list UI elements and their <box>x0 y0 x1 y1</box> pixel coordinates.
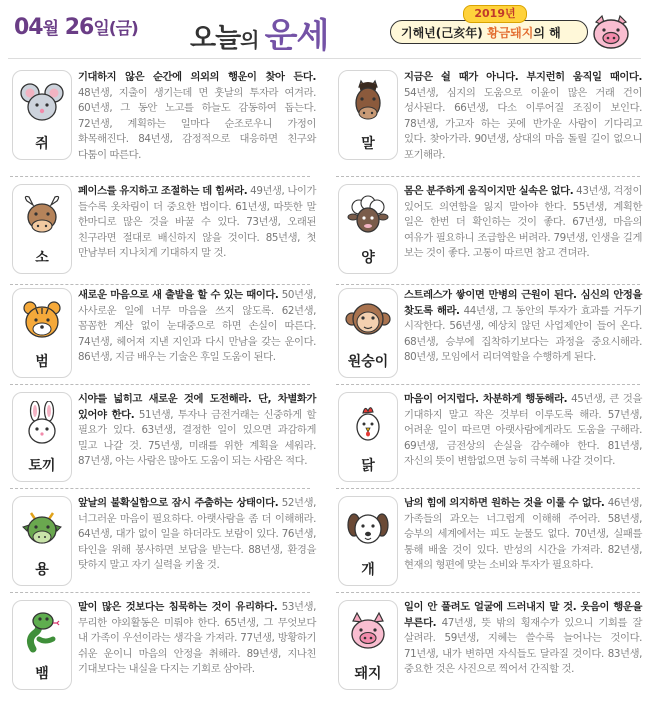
zodiac-name: 토끼 <box>28 458 56 474</box>
zodiac-badge <box>12 184 72 274</box>
sheep-icon <box>345 193 391 239</box>
fortune-text <box>78 600 316 678</box>
fortune-headline: 스트레스가 쌓이면 만병의 근원이 된다. 심신의 안정을 찾도록 해라. <box>404 289 642 317</box>
row-divider <box>336 488 640 489</box>
year-text-a: 기해년(己亥年) <box>401 26 487 40</box>
zodiac-name: 말 <box>361 136 375 152</box>
fortune-headline: 새로운 마음으로 새 출발을 할 수 있는 때이다. <box>78 289 279 301</box>
row-divider <box>10 176 310 177</box>
zodiac-name: 뱀 <box>35 666 49 682</box>
fortune-horse <box>330 64 640 167</box>
zodiac-badge <box>338 600 398 690</box>
dragon-icon <box>19 505 65 551</box>
year-banner <box>390 7 588 44</box>
year-text-highlight: 황금돼지 <box>486 26 534 40</box>
row-divider <box>336 592 640 593</box>
fortune-headline: 지금은 쉴 때가 아니다. 부지런히 움직일 때이다. <box>404 71 642 83</box>
row-divider <box>10 592 310 593</box>
row-divider <box>10 384 310 385</box>
fortune-rabbit <box>4 386 314 489</box>
monkey-icon <box>345 297 391 343</box>
header-pig-icon <box>590 14 632 50</box>
year-text-b: 의 해 <box>533 26 561 40</box>
zodiac-name: 용 <box>35 562 49 578</box>
year-text <box>401 24 561 41</box>
fortune-dragon <box>4 490 314 593</box>
zodiac-badge <box>338 496 398 586</box>
fortune-body: 44년생, 그 동안의 투자가 효과를 거두기 시작한다. 56년생, 예상치 않던 사업제안이 들어 온다. 68년생, 승부에 집착하기보다는 과정을 중요시해라. 80년생, 모임에서 리더역할을 수행하게 된다. <box>404 304 642 364</box>
fortune-text <box>404 392 642 470</box>
mouse-icon <box>19 79 65 125</box>
fortune-pig <box>330 594 640 697</box>
fortune-ox <box>4 178 317 281</box>
fortune-text <box>78 392 316 470</box>
fortune-text <box>78 288 316 366</box>
month-value: 04 <box>14 15 43 40</box>
title-prefix: 오늘 <box>190 23 241 54</box>
fortune-headline: 시야를 넓히고 새로운 것에 도전해라. 단, 차별화가 있어야 한다. <box>78 393 316 421</box>
fortune-sheep <box>330 178 643 281</box>
row-divider <box>336 176 640 177</box>
fortune-monkey <box>330 282 640 385</box>
zodiac-name: 범 <box>35 354 49 370</box>
month-unit: 월 <box>42 19 59 39</box>
fortune-headline: 앞날의 불확실함으로 잠시 주춤하는 상태이다. <box>78 497 279 509</box>
fortune-text <box>404 288 642 366</box>
zodiac-name: 닭 <box>361 458 375 474</box>
day-unit: 일 <box>93 19 109 39</box>
fortune-headline: 페이스를 유지하고 조절하는 데 힘써라. <box>78 185 248 197</box>
page-header <box>0 0 649 56</box>
snake-icon <box>19 609 65 655</box>
tiger-icon <box>19 297 65 343</box>
zodiac-badge <box>338 288 398 378</box>
fortune-text <box>78 70 316 164</box>
horse-icon <box>345 79 391 125</box>
fortune-body: 47년생, 뜻 밖의 횡재수가 있으니 기회를 잘 살려라. 59년생, 지혜는 쓸수록 늘어나는 것이다. 71년생, 내가 변하면 자식들도 달라질 것이다. 83년생, 중요한 것은 사진으로 찍어서 간직할 것. <box>404 616 642 676</box>
zodiac-badge <box>12 600 72 690</box>
fortune-text <box>78 496 316 574</box>
zodiac-name: 원숭이 <box>347 354 389 370</box>
zodiac-name: 개 <box>361 562 375 578</box>
year-badge: 2019년 <box>463 5 527 23</box>
rooster-icon <box>345 401 391 447</box>
zodiac-badge <box>12 288 72 378</box>
rabbit-icon <box>19 401 65 447</box>
page-title <box>190 8 328 57</box>
fortune-body: 46년생, 가족들의 과오는 너그럽게 이해해 주어라. 58년생, 승부의 세계에서는 피도 눈물도 없다. 70년생, 실패를 통해 배울 것이 있다. 반성의 시간을 가져라. 82년생, 현재의 형편에 맞는 소비와 투자가 필요하다. <box>404 497 642 572</box>
zodiac-badge <box>12 496 72 586</box>
zodiac-badge <box>338 392 398 482</box>
fortune-text <box>404 496 642 574</box>
zodiac-name: 양 <box>361 250 375 266</box>
row-divider <box>10 488 310 489</box>
fortune-text <box>404 600 642 678</box>
date-label <box>14 14 138 40</box>
pig-icon <box>345 609 391 655</box>
fortune-body: 48년생, 지출이 생기는데 면 훗날의 투자라 여겨라. 60년생, 그 동안 노고를 하늘도 감동하여 돕는다. 72년생, 계획하는 일마다 순조로우니 가정이 화목해진다. 84년생, 감정적으로 대응하면 친구와 다툼이 따른다. <box>78 86 316 161</box>
day-value: 26 <box>64 15 94 40</box>
fortune-text <box>404 184 642 262</box>
fortune-mouse <box>4 64 314 167</box>
row-divider <box>336 384 640 385</box>
fortune-tiger <box>4 282 314 385</box>
zodiac-name: 소 <box>35 250 49 266</box>
zodiac-name: 쥐 <box>35 136 49 152</box>
zodiac-name: 돼지 <box>354 666 382 682</box>
fortune-body: 45년생, 큰 것을 기대하지 말고 작은 것부터 이루도록 해라. 57년생, 어려운 일이 따르면 아랫사람에게라도 도움을 구해라. 69년생, 금전상의 손실을 감수해야 한다. 81년생, 자신의 뜻이 변함없으면 능히 극복해 나갈 것이다. <box>404 393 642 468</box>
fortune-text <box>78 184 316 262</box>
fortune-snake <box>4 594 314 697</box>
dog-icon <box>345 505 391 551</box>
ox-icon <box>19 193 65 239</box>
fortune-body: 49년생, 나이가 들수록 옷차림이 더 중요한 법이다. 61년생, 따뜻한 말 한마디로 많은 것을 바꿀 수 있다. 73년생, 오래된 친구라면 절대로 배신하지 않을 것이다. 85년생, 첫 만남부터 지나치게 기대하지 말 것. <box>78 185 317 260</box>
fortune-body: 52년생, 너그러운 마음이 필요하다. 아랫사람을 좀 더 이해해라. 64년생, 대가 없이 일을 하더라도 보람이 있다. 76년생, 타인을 위해 봉사하면 보답을 받는다. 88년생, 환경을 탓하지 말고 자기 실력을 키울 것. <box>78 497 316 572</box>
fortune-body: 53년생, 무리한 야외활동은 미뤄야 한다. 65년생, 그 무엇보다 내 가족이 우선이라는 생각을 가져라. 77년생, 방황하기 쉬운 운이니 마음의 안정을 취해라. 89년생, 지나친 기대보다는 내실을 다지는 기회로 삼아라. <box>78 601 316 676</box>
fortune-dog <box>330 490 640 593</box>
weekday: (금) <box>108 19 138 39</box>
fortune-body: 54년생, 심지의 도움으로 이윤이 많은 거래 건이 성사된다. 66년생, 다소 이루어질 조짐이 보인다. 78년생, 가고자 하는 곳에 반가운 사람이 기다리고 있다. 찾아가라. 90년생, 상대의 마음 돌릴 길이 없으니 포기해라. <box>404 86 642 161</box>
zodiac-badge <box>338 70 398 160</box>
zodiac-badge <box>12 70 72 160</box>
title-main: 운세 <box>264 16 329 56</box>
fortune-text <box>404 70 642 164</box>
zodiac-badge <box>12 392 72 482</box>
fortune-body: 50년생, 사사로운 일에 너무 마음을 쓰지 않도록. 62년생, 꼼꼼한 계산 없이 눈대중으로 하면 손실이 따른다. 74년생, 헤어져 지낸 지인과 다시 만남을 갖는 운이다. 86년생, 지금 배우는 기술은 후일 도움이 된다. <box>78 289 316 364</box>
fortune-headline: 말이 많은 것보다는 침묵하는 것이 유리하다. <box>78 601 278 613</box>
title-mid: 의 <box>240 28 260 52</box>
fortune-headline: 마음이 어지럽다. 차분하게 행동해라. <box>404 393 568 405</box>
fortune-headline: 일이 안 풀려도 얼굴에 드러내지 말 것. 웃음이 행운을 부른다. <box>404 601 642 629</box>
zodiac-badge <box>338 184 398 274</box>
fortune-body: 43년생, 걱정이 있어도 의연함을 잃지 말아야 한다. 55년생, 계획한 일은 한번 더 확인하는 것이 좋다. 67년생, 마음의 여유가 필요하니 조급함은 버려라. 79년생, 인생을 길게 보는 것이 좋다. 고통이 따르면 참고 견뎌라. <box>404 185 643 260</box>
fortune-headline: 몸은 분주하게 움직이지만 실속은 없다. <box>404 185 574 197</box>
fortune-headline: 기대하지 않은 순간에 의외의 행운이 찾아 든다. <box>78 71 316 83</box>
header-divider <box>8 58 641 59</box>
fortune-headline: 남의 힘에 의지하면 원하는 것을 이룰 수 없다. <box>404 497 605 509</box>
fortune-body: 51년생, 투자나 금전거래는 신중하게 할 필요가 있다. 63년생, 결정한 일이 있으면 과감하게 밀고 나갈 것. 75년생, 미래를 위한 계획을 세워라. 87년생, 아는 사람은 많아도 도움이 되는 사람은 적다. <box>78 408 316 468</box>
fortune-rooster <box>330 386 640 489</box>
